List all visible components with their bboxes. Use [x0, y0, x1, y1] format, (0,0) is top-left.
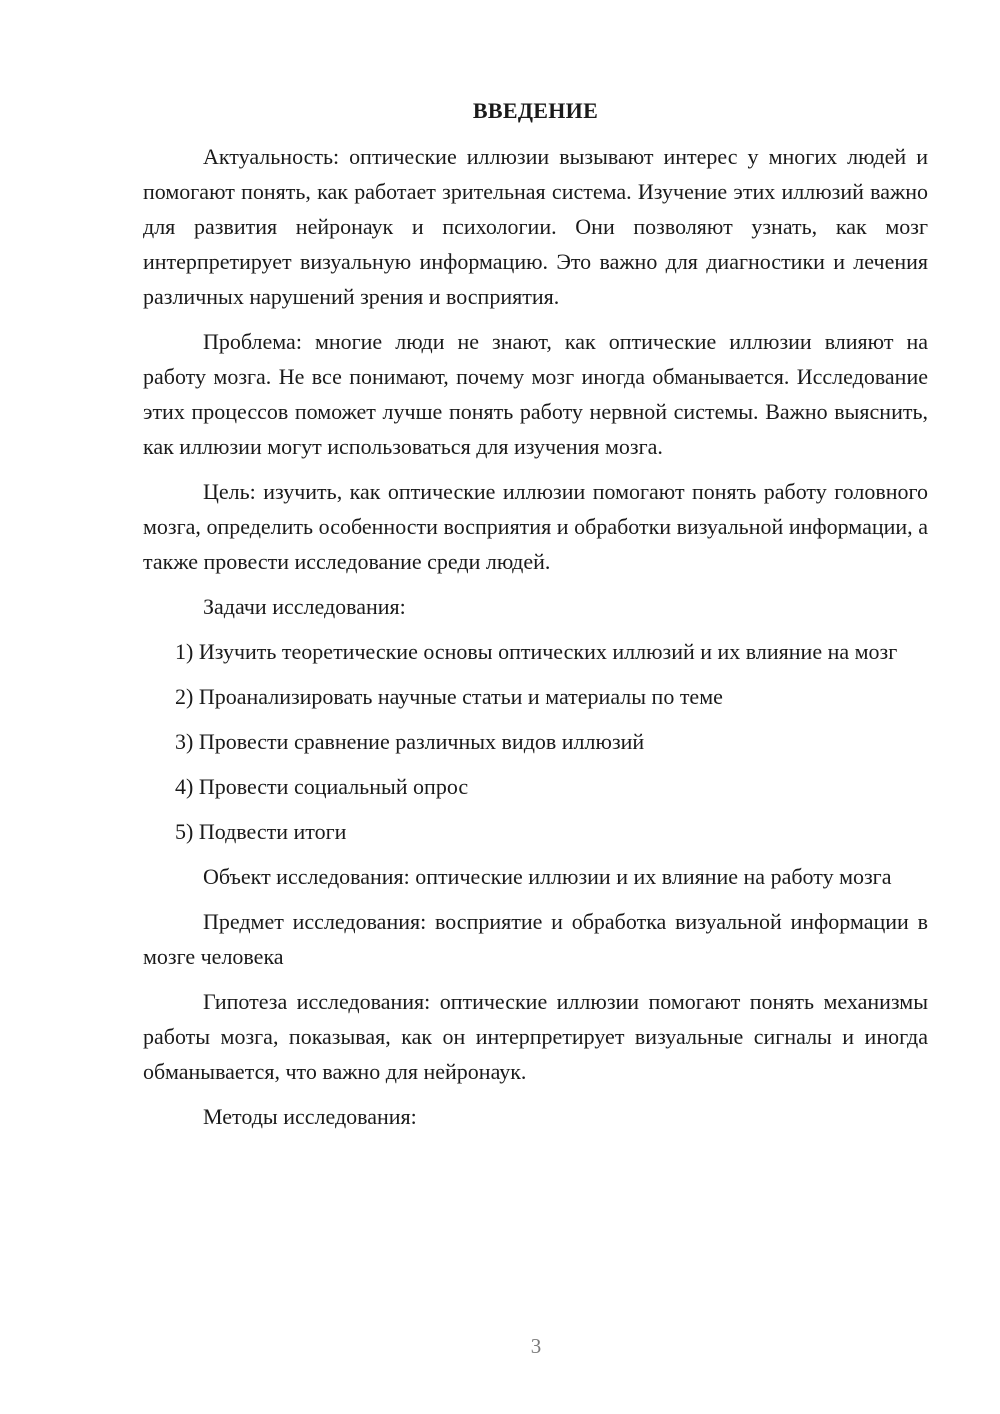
paragraph-problem: Проблема: многие люди не знают, как оптические иллюзии влияют на работу мозга. Не все понимают, почему мозг иногда обманывается. Исследование этих процессов поможет лучше понять работу нервной системы. Важно выяснить, как иллюзии могут использоваться для изучения мозга.: [143, 329, 928, 459]
list-item: 5) Подвести итоги: [175, 819, 347, 844]
list-item: 2) Проанализировать научные статьи и материалы по теме: [175, 684, 723, 709]
paragraph-object: Объект исследования: оптические иллюзии и их влияние на работу мозга: [203, 864, 892, 889]
paragraph-relevance: Актуальность: оптические иллюзии вызывают интерес у многих людей и помогают понять, как работает зрительная система. Изучение этих иллюзий важно для развития нейронаук и психологии. Они позволяют узнать, как мозг интерпретирует визуальную информацию. Это важно для диагностики и лечения различных нарушений зрения и восприятия.: [143, 144, 928, 309]
list-item: 1) Изучить теоретические основы оптических иллюзий и их влияние на мозг: [175, 639, 898, 664]
page-title: ВВЕДЕНИЕ: [472, 98, 599, 123]
list-item: 4) Провести социальный опрос: [175, 774, 469, 799]
paragraph-hypothesis: Гипотеза исследования: оптические иллюзии помогают понять механизмы работы мозга, показывая, как он интерпретирует визуальные сигналы и иногда обманывается, что важно для нейронаук.: [143, 989, 928, 1084]
tasks-list: [143, 634, 928, 849]
document-page: [143, 96, 928, 1144]
paragraph-goal: Цель: изучить, как оптические иллюзии помогают понять работу головного мозга, определить особенности восприятия и обработки визуальной информации, а также провести исследование среди людей.: [143, 479, 928, 574]
list-item: 3) Провести сравнение различных видов иллюзий: [175, 729, 645, 754]
tasks-heading: Задачи исследования:: [203, 594, 406, 619]
methods-heading: Методы исследования:: [203, 1104, 417, 1129]
paragraph-subject: Предмет исследования: восприятие и обработка визуальной информации в мозге человека: [143, 909, 928, 969]
page-number: 3: [530, 1334, 542, 1358]
